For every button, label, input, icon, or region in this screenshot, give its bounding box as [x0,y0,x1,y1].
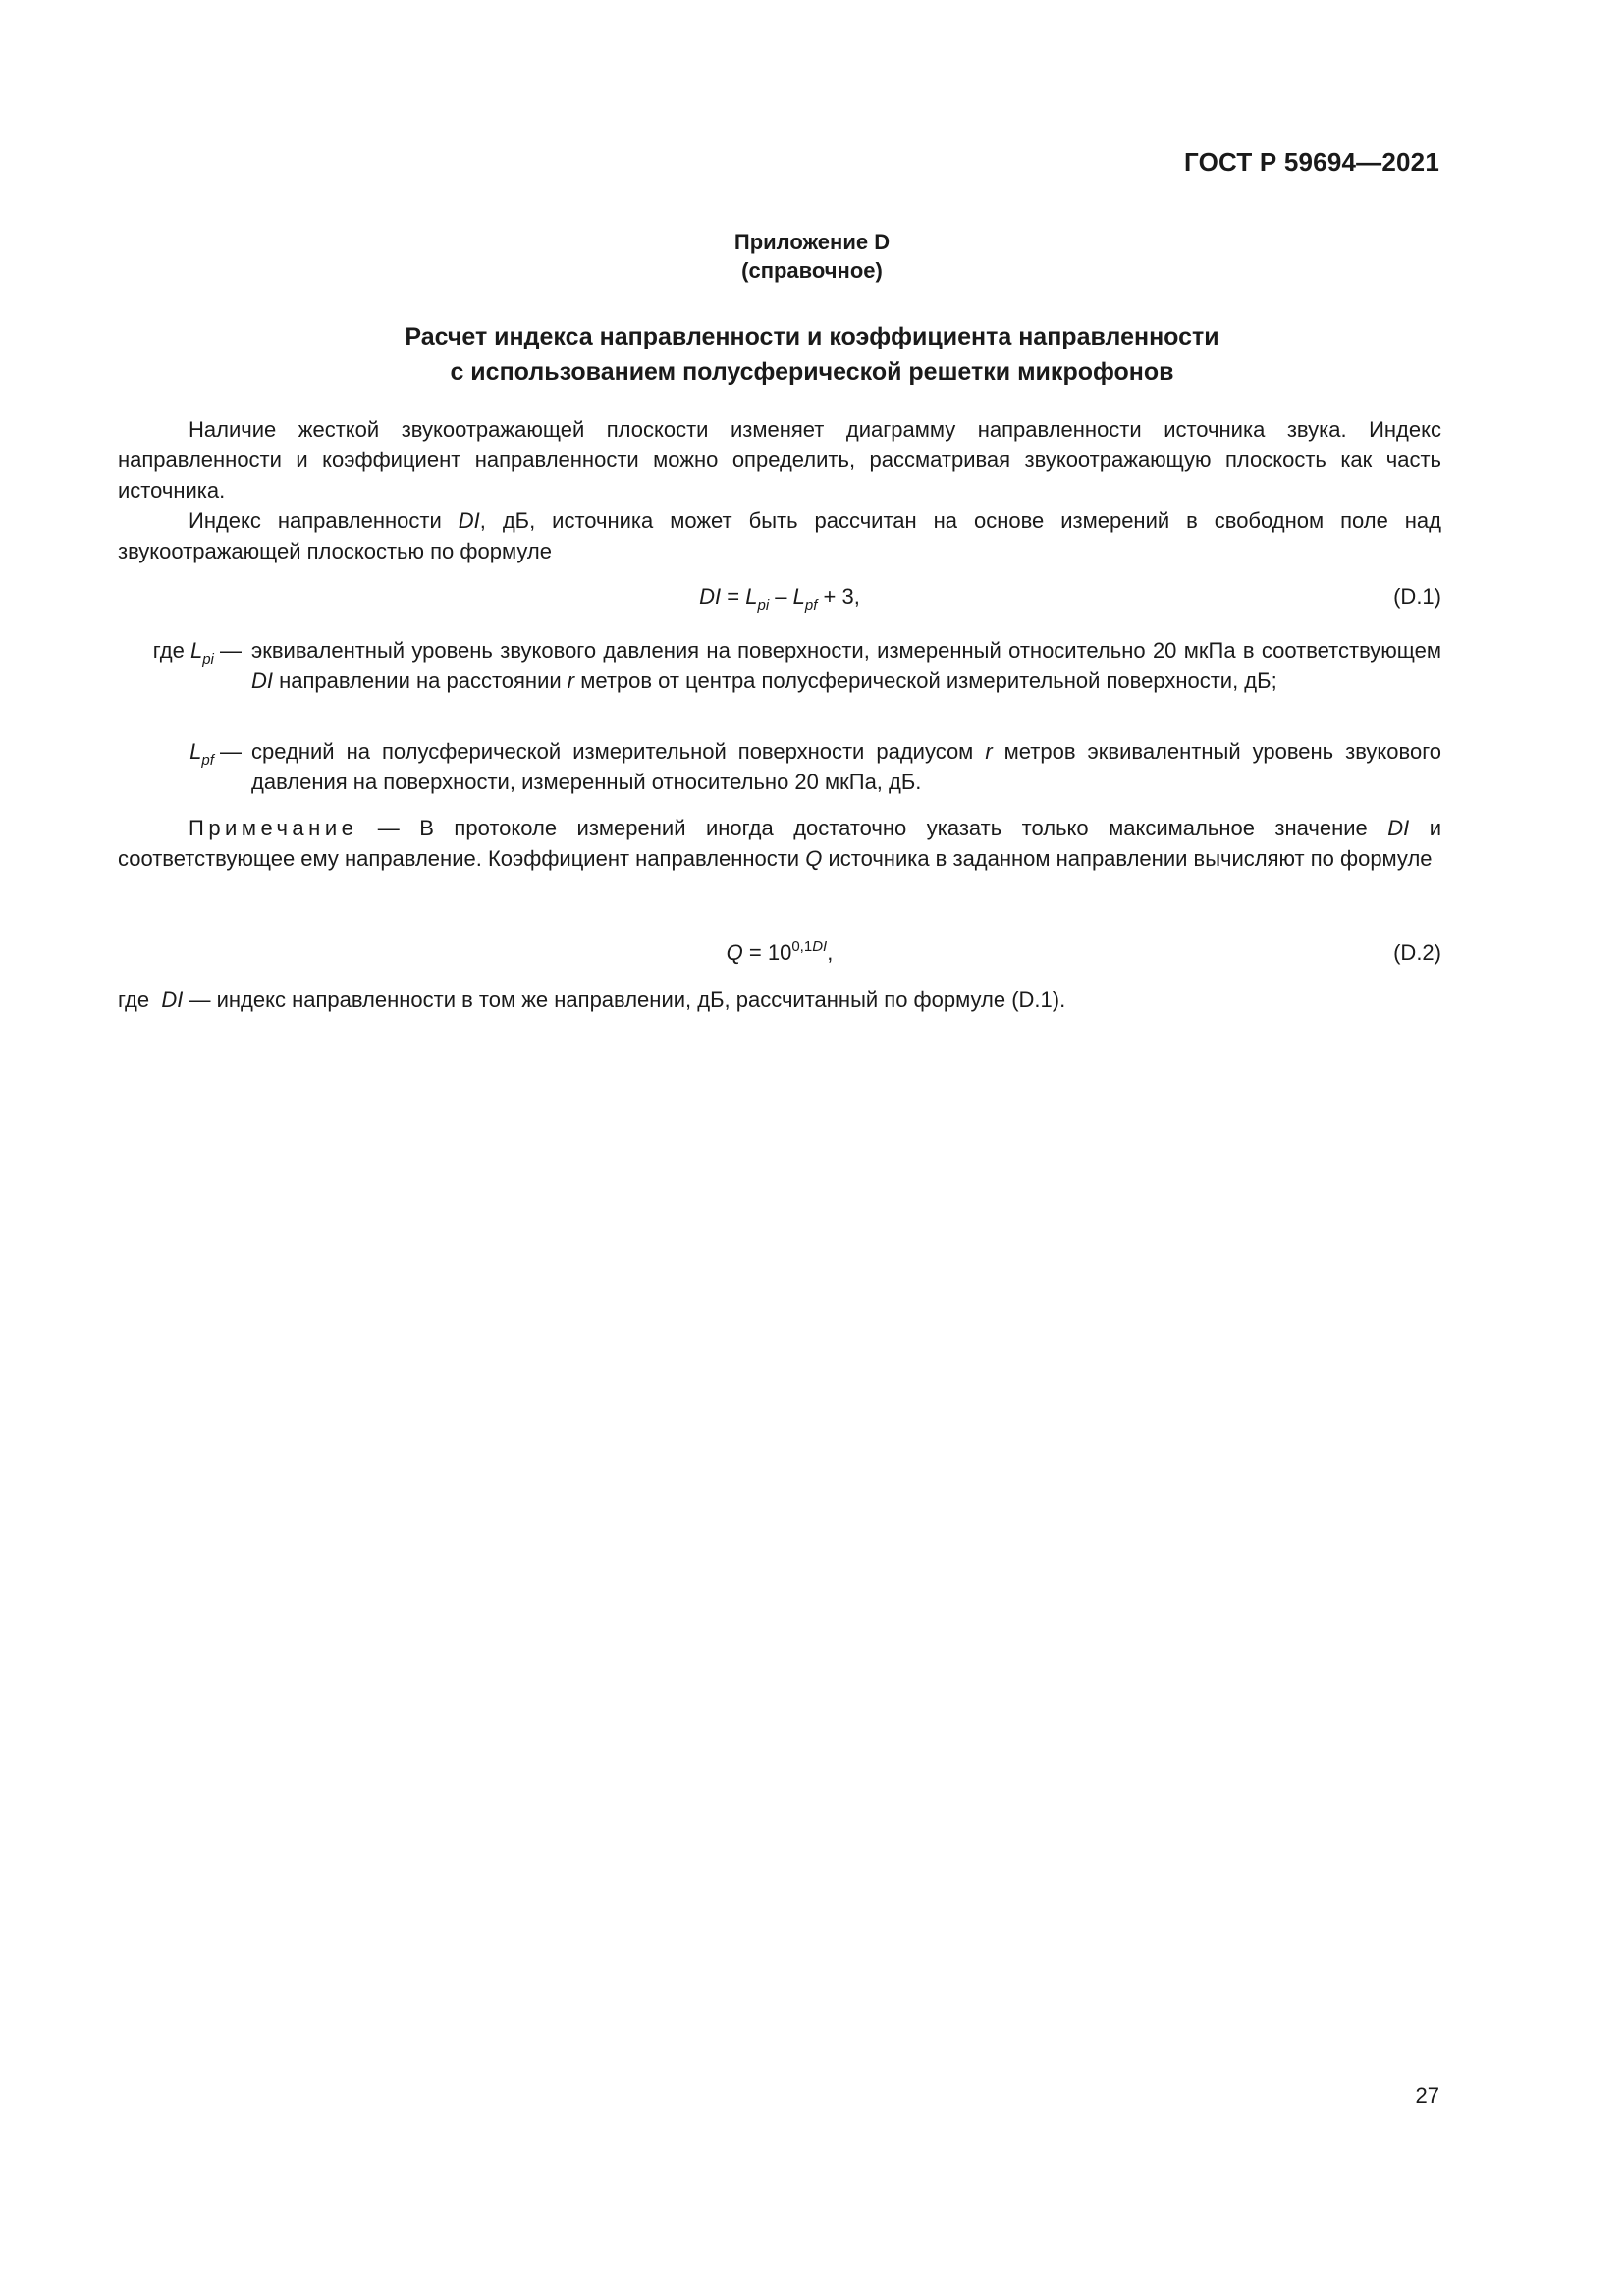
symbol-di: DI [699,584,722,609]
equation-d2-number: (D.2) [1393,940,1441,965]
symbol-di: DI [161,988,184,1012]
symbol-l: L [745,584,758,609]
annex-label: Приложение D [733,230,891,254]
paragraph-2 [118,506,1441,566]
annex-title-line2: с использованием полусферической решетки микрофонов [450,358,1174,386]
symbol-l: L [792,584,805,609]
subscript-pf: pf [804,597,818,614]
desc-part: метров эквивалентный уровень звукового давления на поверхности, измеренный относительно 20 мкПа, дБ. [251,739,1441,794]
subscript-pi: pi [757,597,770,614]
equation-d1 [118,581,1441,612]
note-part: источника в заданном направлении вычисляют по формуле [822,846,1433,871]
symbol-q: Q [726,940,743,965]
definition-di [118,985,1065,1015]
paragraph-2-part: , дБ, источника может быть рассчитан на основе измерений в свободном поле над звукоотражающей плоскостью по формуле [118,508,1441,563]
symbol-di: DI [251,668,273,693]
desc-part: направлении на расстоянии [273,668,568,693]
exponent-symbol: DI [812,938,828,955]
definition-row [118,635,1441,696]
symbol-l: L [189,739,202,764]
where-word: где [152,638,190,663]
desc-part: средний на полусферической измерительной поверхности радиусом [251,739,986,764]
equation-base: = 10 [742,940,792,965]
paragraph-2-text [118,506,1441,566]
definition-description [242,736,1441,797]
symbol-l: L [189,638,203,663]
where-word: где [118,988,162,1012]
paragraph-1-text: Наличие жесткой звукоотражающей плоскости изменяет диаграмму направленности источника звука. Индекс направленности и коэффициент направленности можно определить, рассматривая звукоотражающую плоскость как часть источника. [118,417,1441,503]
equals-sign: = [721,584,746,609]
symbol-di: DI [458,508,480,533]
standard-code: ГОСТ Р 59694—2021 [1184,147,1439,177]
minus-sign: – [769,584,793,609]
definition-row [118,736,1441,797]
subscript-pf: pf [201,752,214,769]
definition-term [118,736,242,767]
definition-lpf [118,736,1441,797]
em-dash: — [213,638,242,663]
symbol-r: r [985,739,993,764]
symbol-q: Q [805,846,823,871]
equation-tail: + 3, [817,584,860,609]
equation-d1-number: (D.1) [1393,584,1441,609]
definition-term [118,635,242,666]
note-text [118,813,1441,874]
note-label: Примечание [189,816,358,840]
em-dash: — [213,739,242,764]
annex-title [0,319,1624,390]
note-part: и соответствующее ему направление. Коэффициент направленности [118,816,1441,871]
definition-text: — индекс направленности в том же направлении, дБ, рассчитанный по формуле (D.1). [183,988,1066,1012]
symbol-r: r [567,668,575,693]
annex-kind: (справочное) [741,258,883,283]
page-number: 27 [1415,2083,1439,2108]
subscript-pi: pi [202,651,214,667]
paragraph-2-part: Индекс направленности [189,508,459,533]
equation-d1-formula [118,581,1441,612]
equation-d2-formula [118,937,1441,968]
symbol-di: DI [1387,816,1410,840]
equation-tail: , [827,940,834,965]
definition-description [242,635,1441,696]
note-block [118,813,1441,874]
note-part: — В протоколе измерений иногда достаточно указать только максимальное значение [357,816,1388,840]
annex-heading [0,228,1624,285]
paragraph-1 [118,414,1441,506]
definition-lpi [118,635,1441,696]
annex-title-line1: Расчет индекса направленности и коэффициента направленности [405,323,1219,350]
desc-part: эквивалентный уровень звукового давления на поверхности, измеренный относительно 20 мкПа в соответствующем [251,638,1441,663]
desc-part: метров от центра полусферической измерительной поверхности, дБ; [574,668,1277,693]
equation-d2 [118,937,1441,968]
exponent-number: 0,1 [791,938,813,955]
